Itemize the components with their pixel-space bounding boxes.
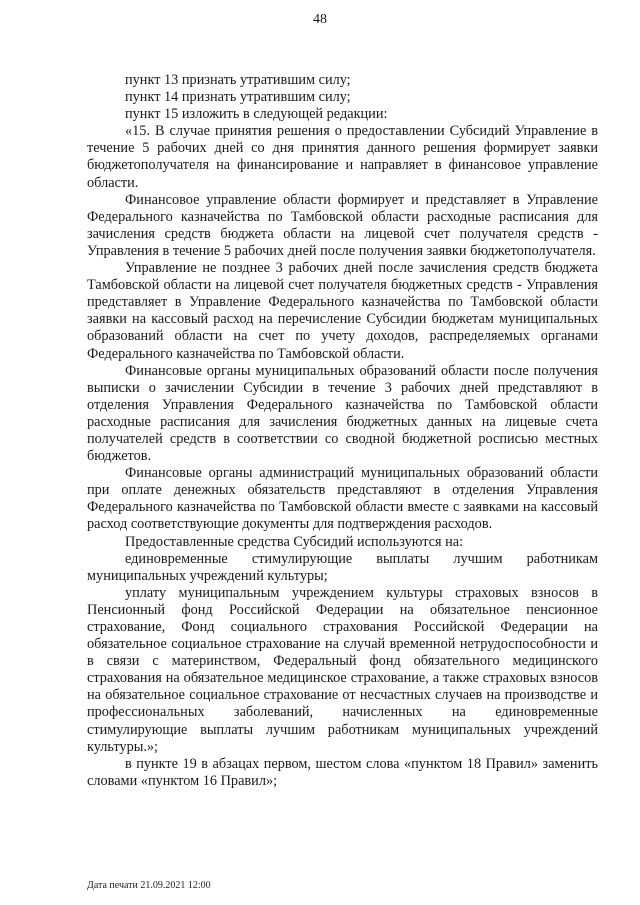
paragraph-administrations-payments: Финансовые органы администраций муниципальных образований области при оплате денежных обязательств представляют в отделения Управления Федерального казначейства по Тамбовской области вместе с заявками на кассовый расход соответствующие документы для подтверждения расходов. [87, 465, 598, 533]
paragraph-item-13: пункт 13 признать утратившим силу; [125, 72, 351, 88]
paragraph-usage-bonuses: единовременные стимулирующие выплаты лучшим работникам муниципальных учреждений культуры; [87, 550, 598, 584]
paragraph-item-15: пункт 15 изложить в следующей редакции: [125, 106, 388, 123]
paragraph-municipal-financial-bodies: Финансовые органы муниципальных образований области после получения выписки о зачислении Субсидии в течение 3 рабочих дней представляют в отделения Управления Федерального казначейства по Тамбовской области расходные расписания для зачисления бюджетных данных на лицевые счета получателей средств в соответствии со сводной бюджетной росписью местных бюджетов. [87, 362, 598, 465]
page-number: 48 [313, 12, 327, 27]
paragraph-clause-15: «15. В случае принятия решения о предоставлении Субсидий Управление в течение 5 рабочих дней со дня принятия данного решения формирует заявки бюджетополучателя на финансирование и направляет в финансовое управление области. [87, 123, 598, 191]
print-date-footer: Дата печати 21.09.2021 12:00 [87, 880, 211, 891]
paragraph-management-transfer: Управление не позднее 3 рабочих дней после зачисления средств бюджета Тамбовской области на лицевой счет получателя бюджетных средств - Управления представляет в Управление Федерального казначейства по Тамбовской области заявки на кассовый расход на перечисление Субсидии бюджетам муниципальных образований области на счет по учету доходов, распределяемых органами Федерального казначейства по Тамбовской области. [87, 260, 598, 362]
document-body [87, 72, 598, 790]
paragraph-item-19: в пункте 19 в абзацах первом, шестом слова «пунктом 18 Правил» заменить словами «пунктом 16 Правил»; [87, 755, 598, 789]
paragraph-item-14: пункт 14 признать утратившим силу; [125, 89, 351, 106]
paragraph-subsidy-usage-intro: Предоставленные средства Субсидий используются на: [125, 533, 464, 550]
paragraph-usage-insurance: уплату муниципальным учреждением культуры страховых взносов в Пенсионный фонд Российской Федерации на обязательное пенсионное страхование, Фонд социального страхования Российской Федерации на обязательное социальное страхование на случай временной нетрудоспособности и в связи с материнством, Федеральный фонд обязательного медицинского страхования на обязательное медицинское страхование, а также страховых взносов на обязательное социальное страхование от несчастных случаев на производстве и профессиональных заболеваний, начисленных на единовременные стимулирующие выплаты лучшим работникам муниципальных учреждений культуры.»; [87, 584, 598, 755]
paragraph-financial-department: Финансовое управление области формирует и представляет в Управление Федерального казначейства по Тамбовской области расходные расписания для зачисления средств бюджета области на лицевой счет получателя средств - Управления в течение 5 рабочих дней после получения заявки бюджетополучателя. [87, 191, 598, 259]
